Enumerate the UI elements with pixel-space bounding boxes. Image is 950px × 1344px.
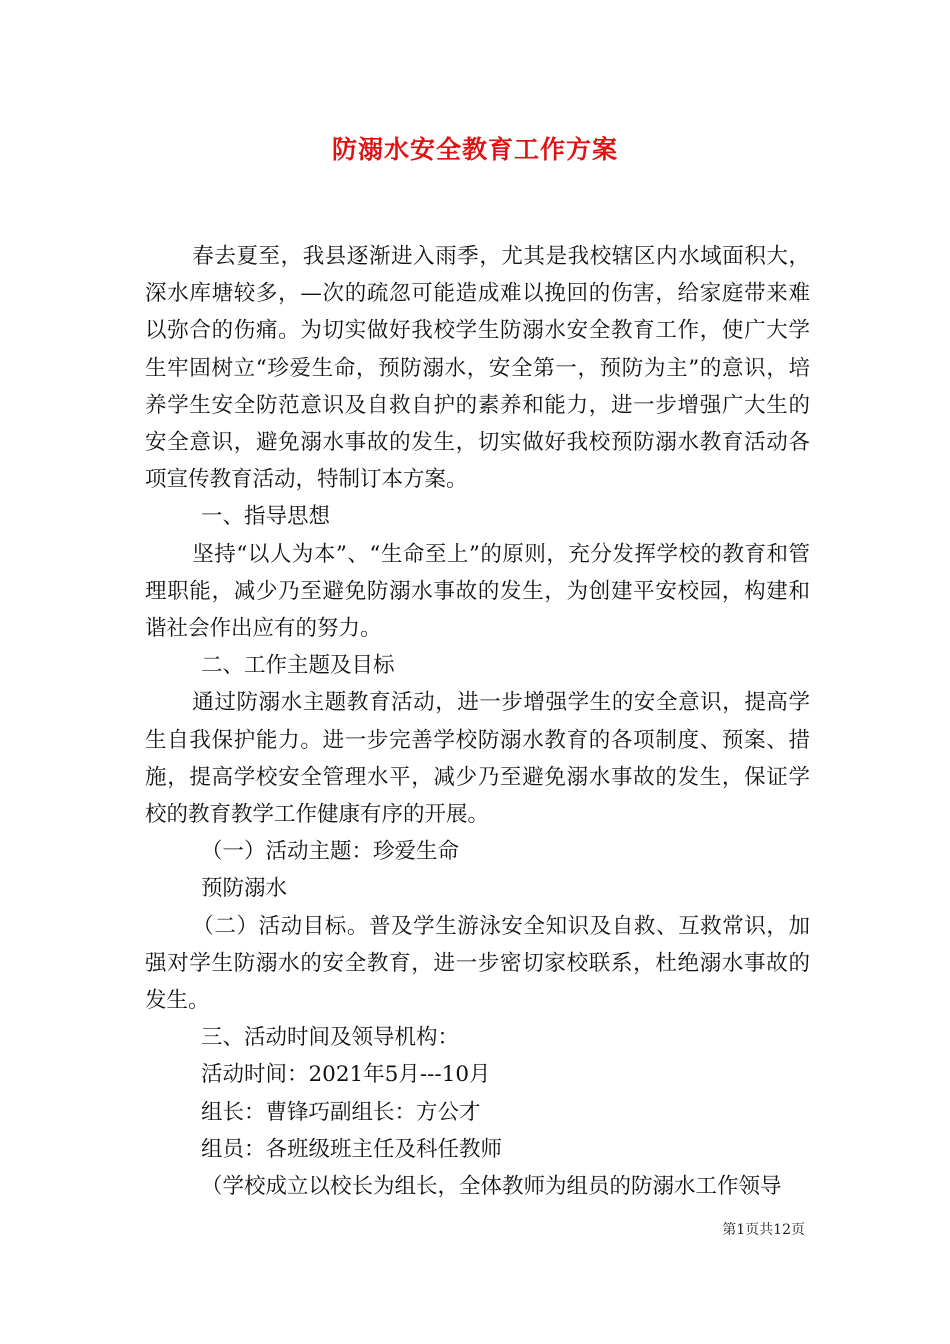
members-line: 组员：各班级班主任及科任教师 bbox=[201, 1136, 503, 1162]
document-title: 防溺水安全教育工作方案 bbox=[331, 135, 618, 164]
leaders-line: 组长：曹锋巧副组长：方公才 bbox=[201, 1099, 481, 1125]
section3-heading: 三、活动时间及领导机构： bbox=[201, 1025, 460, 1051]
note-line: （学校成立以校长为组长，全体教师为组员的防溺水工作领导 bbox=[201, 1174, 782, 1200]
section2-heading: 二、工作主题及目标 bbox=[201, 653, 395, 679]
activity-time: 活动时间：2021年5月---10月 bbox=[201, 1062, 491, 1088]
activity-theme-line2: 预防溺水 bbox=[201, 876, 288, 902]
page-number: 第1页共12页 bbox=[722, 1222, 805, 1238]
document-body bbox=[145, 238, 810, 1205]
intro-paragraph: 春去夏至，我县逐渐进入雨季，尤其是我校辖区内水域面积大，深水库塘较多，—次的疏忽可能造成难以挽回的伤害，给家庭带来难以弥合的伤痛。为切实做好我校学生防溺水安全教育工作，使广大学生牢固树立“珍爱生命，预防溺水，安全第一，预防为主”的意识，培养学生安全防范意识及自救自护的素养和能力，进一步增强广大生的安全意识，避免溺水事故的发生，切实做好我校预防溺水教育活动各项宣传教育活动，特制订本方案。 bbox=[145, 244, 810, 493]
section1-heading: 一、指导思想 bbox=[201, 504, 331, 530]
section1-paragraph: 坚持“以人为本”、“生命至上”的原则，充分发挥学校的教育和管理职能，减少乃至避免防溺水事故的发生，为创建平安校园，构建和谐社会作出应有的努力。 bbox=[145, 541, 810, 642]
activity-theme-line1: （一）活动主题：珍爱生命 bbox=[201, 839, 460, 865]
section2-paragraph: 通过防溺水主题教育活动，进一步增强学生的安全意识，提高学生自我保护能力。进一步完善学校防溺水教育的各项制度、预案、措施，提高学校安全管理水平，减少乃至避免溺水事故的发生，保证学校的教育教学工作健康有序的开展。 bbox=[145, 690, 810, 828]
activity-goal-paragraph: （二）活动目标。普及学生游泳安全知识及自救、互救常识，加强对学生防溺水的安全教育，进一步密切家校联系，杜绝溺水事故的发生。 bbox=[145, 913, 810, 1014]
